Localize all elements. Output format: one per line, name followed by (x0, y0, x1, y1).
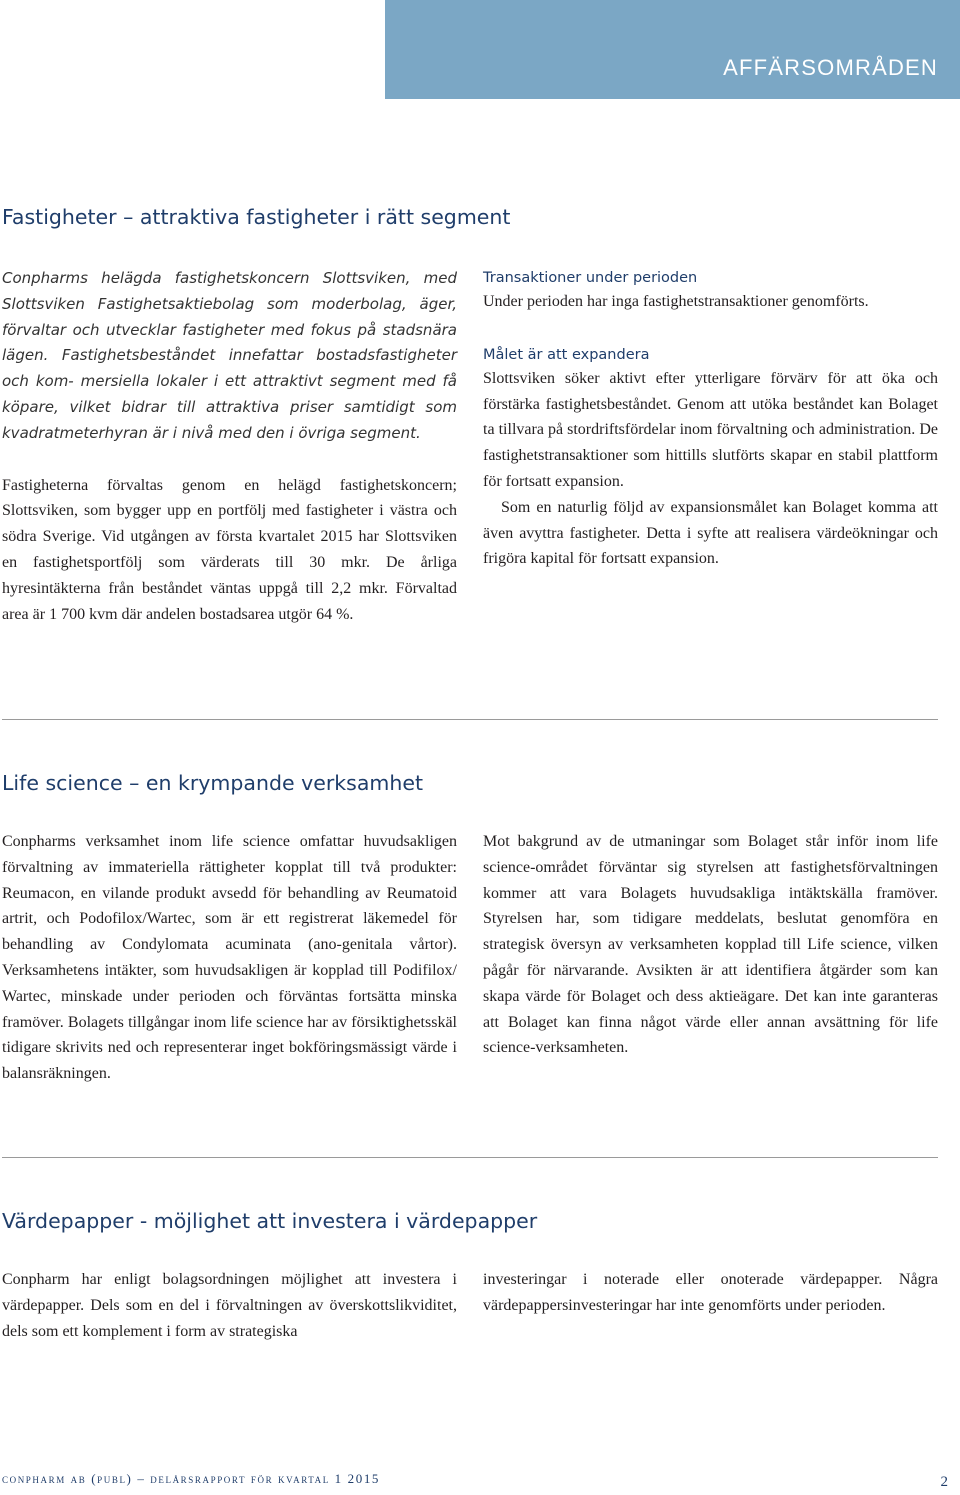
section-label: AFFÄRSOMRÅDEN (723, 55, 938, 80)
footer-report-title: conpharm ab (publ) – delårsrapport för kvartal 1 2015 (2, 1471, 381, 1486)
vardepapper-left-text: Conpharm har enligt bolagsordningen möjlighet att investera i värdepapper. Dels som en del i förvaltningen av överskottslikviditet, dels som ett komplement i form av strategiska (2, 1271, 457, 1340)
section-divider (2, 1157, 938, 1158)
header-banner (385, 0, 960, 99)
vardepapper-right-text: investeringar i noterade eller onoterade värdepapper. Några värdepappersinvesteringar har inte genomförts under perioden. (483, 1271, 938, 1314)
life-science-right-column (483, 829, 938, 1061)
transaktioner-text: Under perioden har inga fastighetstransaktioner genomförts. (483, 293, 869, 310)
section-divider (2, 719, 938, 720)
subheading-transaktioner: Transaktioner under perioden (483, 270, 698, 286)
section-title-fastigheter: Fastigheter – attraktiva fastigheter i rätt segment (2, 205, 511, 229)
fastigheter-left-column (2, 266, 457, 627)
fastigheter-paragraph: Fastigheterna förvaltas genom en helägd fastighetskoncern; Slottsviken, som bygger upp en portfölj med fastigheter i västra och södra Sverige. Vid utgången av första kvartalet 2015 har Slottsviken en fastighetsportfölj som värderats till 30 mkr. De årliga hyresintäkterna från beståndet väntas uppgå till 2,2 mkr. Förvaltad area är 1 700 kvm där andelen bostadsarea utgör 64 %. (2, 476, 457, 623)
expandera-text-2: Som en naturlig följd av expansionsmålet kan Bolaget komma att även avyttra fastigheter. Detta i syfte att realisera värdeökningar och frigöra kapital för fortsatt expansion. (483, 498, 938, 568)
life-science-right-text: Mot bakgrund av de utmaningar som Bolaget står inför inom life science-området förväntar sig styrelsen att fastighetsförvaltningen kommer att vara Bolagets huvudsakliga intäktskälla framöver. Styrelsen har, som tidigare meddelats, beslutat genomföra en strategisk översyn av verksamheten kopplad till Life science, vilken pågår för närvarande. Avsikten är att identifiera åtgärder som kan skapa värde för Bolaget och dess aktieägare. Det kan inte garanteras att Bolaget kan finna något värde eller annan avsättning för life science-verksamheten. (483, 833, 938, 1057)
fastigheter-lead: Conpharms helägda fastighetskoncern Slottsviken, med Slottsviken Fastighetsaktiebolag som moderbolag, äger, förvaltar och utvecklar fastigheter med fokus på stadsnära lägen. Fastighetsbeståndet innefattar bostadsfastigheter och kom- mersiella lokaler i ett attraktivt segment med få köpare, vilket bidrar till attraktiva priser samtidigt som kvadratmeterhyran är i nivå med den i övriga segment. (2, 269, 457, 442)
expandera-text-1: Slottsviken söker aktivt efter ytterligare förvärv för att öka och förstärka fastighetsbeståndet. Genom att utöka beståndet kan Bolaget ta tillvara på stordriftsfördelar inom förvaltning och administration. De fastighetstransaktioner som hittills slutförts skapar en stabil plattform för fortsatt expansion. (483, 369, 938, 490)
subheading-expandera: Målet är att expandera (483, 346, 650, 363)
vardepapper-right-column (483, 1267, 938, 1319)
page-number: 2 (940, 1474, 948, 1490)
fastigheter-right-column (483, 268, 938, 572)
life-science-left-column (2, 829, 457, 1087)
section-title-life-science: Life science – en krympande verksamhet (2, 771, 424, 795)
life-science-left-text: Conpharms verksamhet inom life science omfattar huvudsakligen förvaltning av immateriella rättigheter kopplat till två produkter: Reumacon, en vilande produkt avsedd för behandling av Reumatoid artrit, och Podofilox/Wartec, som är ett registrerat läkemedel för behandling av Condylomata acuminata (ano-genitala vårtor). Verksamhetens intäkter, som huvudsakligen är kopplad till Podifilox/ Wartec, minskade under perioden och förväntas fortsätta minska framöver. Bolagets tillgångar inom life science har av försiktighetsskäl tidigare skrivits ned och representerar inget bokföringsmässigt värde i balansräkningen. (2, 833, 457, 1083)
vardepapper-left-column (2, 1267, 457, 1344)
section-title-vardepapper: Värdepapper - möjlighet att investera i värdepapper (2, 1209, 538, 1233)
